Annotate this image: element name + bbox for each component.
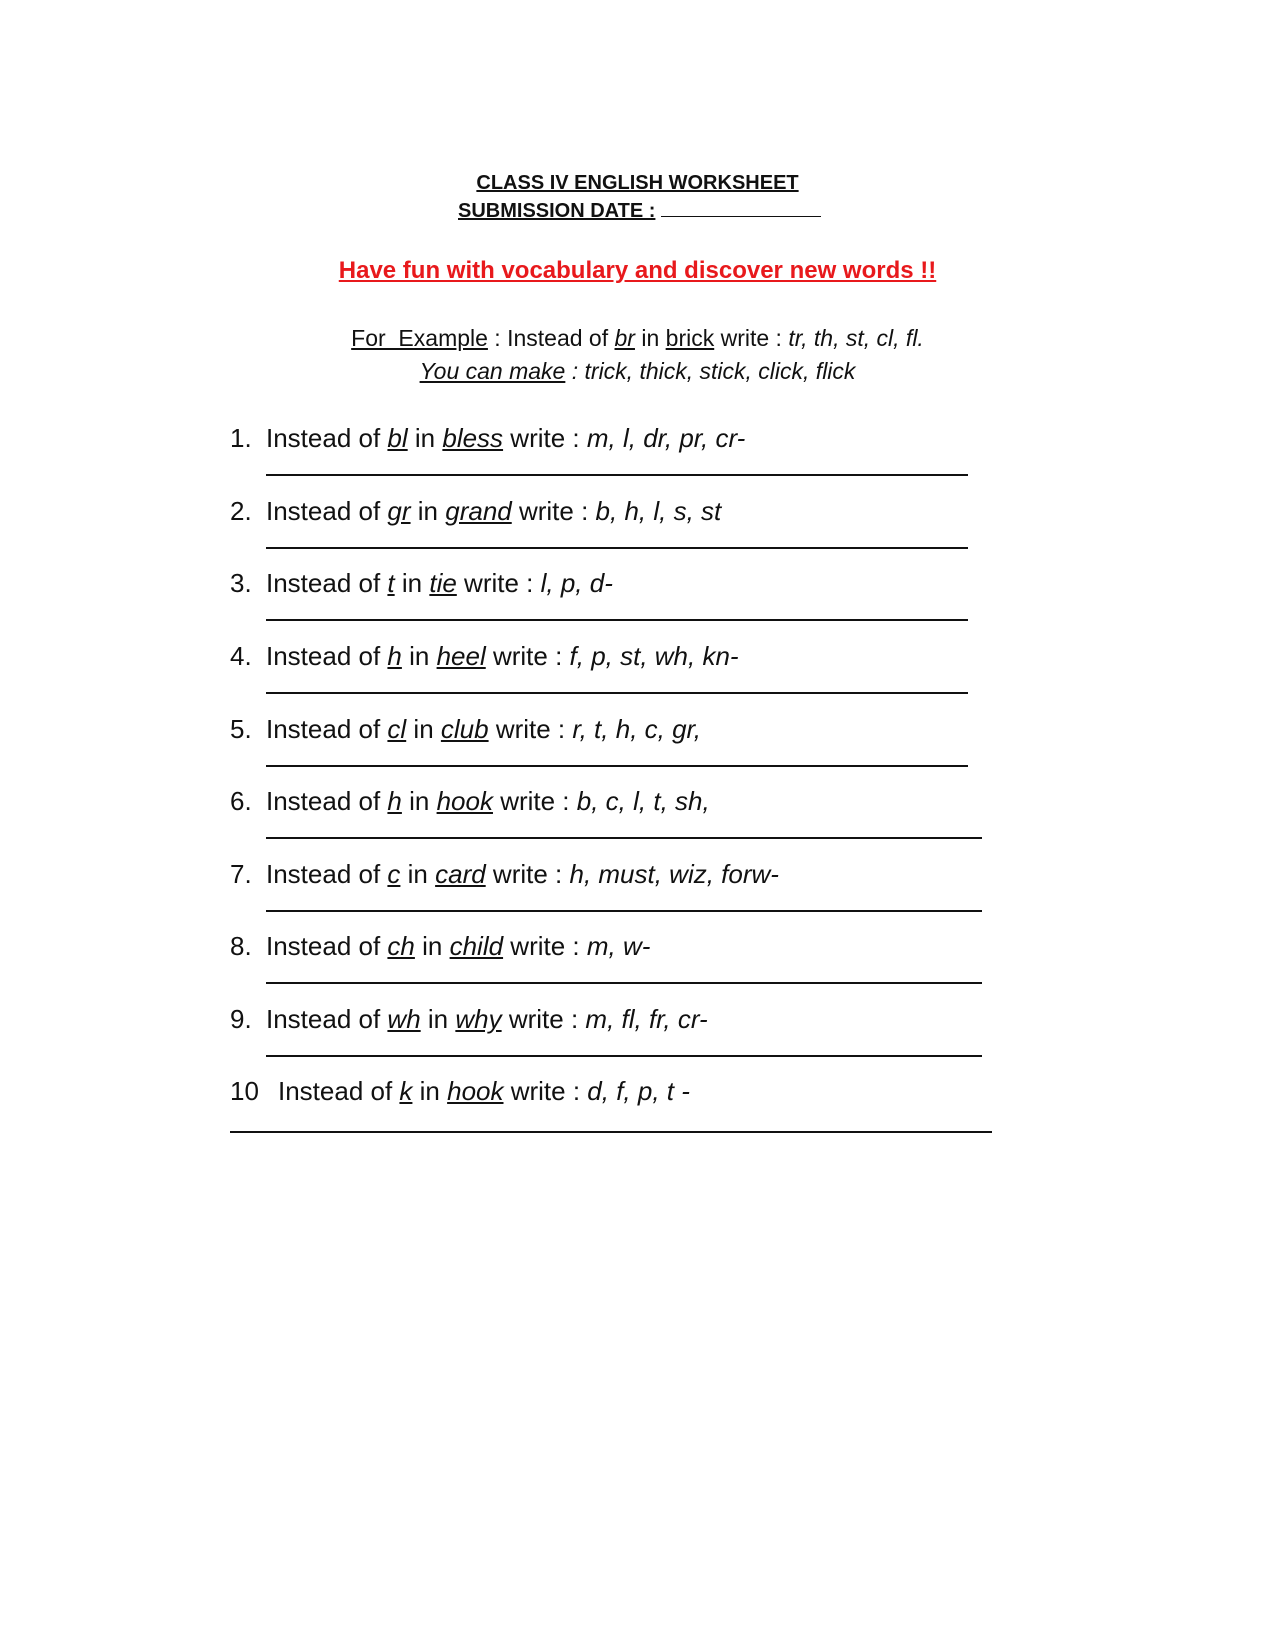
question-number: 7. <box>230 859 252 889</box>
question-sound: gr <box>387 496 411 526</box>
example-make-words: : trick, thick, stick, click, flick <box>565 358 856 384</box>
question-sound: cl <box>387 714 407 744</box>
answer-line[interactable] <box>266 837 982 839</box>
answer-line[interactable] <box>266 619 968 621</box>
question-sound: c <box>387 859 401 889</box>
question-word: heel <box>436 641 486 671</box>
answer-line[interactable] <box>266 474 968 476</box>
question-item: 9. Instead of wh in why write : m, fl, fr, cr- <box>230 1004 708 1034</box>
question-number: 3. <box>230 568 252 598</box>
example-line-1: For Example : Instead of br in brick write : tr, th, st, cl, fl. <box>351 325 924 351</box>
question-word: child <box>449 931 504 961</box>
answer-line[interactable] <box>266 1055 982 1057</box>
question-item: 10 Instead of k in hook write : d, f, p, t - <box>230 1076 690 1106</box>
question-letters: h, must, wiz, forw- <box>569 859 779 889</box>
question-item: 2. Instead of gr in grand write : b, h, l, s, st <box>230 496 722 526</box>
answer-line[interactable] <box>266 692 968 694</box>
question-number: 4. <box>230 641 252 671</box>
question-sound: k <box>399 1076 413 1106</box>
answer-line[interactable] <box>266 765 968 767</box>
question-item: 7. Instead of c in card write : h, must, wiz, forw- <box>230 859 779 889</box>
question-item: 8. Instead of ch in child write : m, w- <box>230 931 651 961</box>
example-lead: For Example <box>351 325 488 351</box>
question-word: card <box>435 859 486 889</box>
question-letters: f, p, st, wh, kn- <box>569 641 739 671</box>
question-item: 5. Instead of cl in club write : r, t, h, c, gr, <box>230 714 701 744</box>
question-word: grand <box>445 496 512 526</box>
question-word: hook <box>436 786 493 816</box>
question-word: tie <box>429 568 457 598</box>
question-sound: bl <box>387 423 408 453</box>
answer-line[interactable] <box>266 547 968 549</box>
submission-date <box>458 200 821 223</box>
example-word: brick <box>665 325 715 351</box>
question-sound: t <box>387 568 395 598</box>
question-letters: b, h, l, s, st <box>595 496 722 526</box>
question-letters: m, w- <box>586 931 651 961</box>
question-number: 8. <box>230 931 252 961</box>
question-sound: wh <box>387 1004 421 1034</box>
question-item: 1. Instead of bl in bless write : m, l, dr, pr, cr- <box>230 423 746 453</box>
example-letters: tr, th, st, cl, fl. <box>788 325 924 351</box>
question-sound: ch <box>387 931 415 961</box>
answer-line[interactable] <box>266 910 982 912</box>
example-line-2 <box>0 358 1275 385</box>
worksheet-title: CLASS IV ENGLISH WORKSHEET <box>476 172 799 194</box>
question-number: 9. <box>230 1004 252 1034</box>
example-make-label: You can make <box>419 358 566 384</box>
question-word: club <box>440 714 489 744</box>
question-word: bless <box>442 423 504 453</box>
tagline: Have fun with vocabulary and discover new words !! <box>338 257 937 284</box>
answer-line[interactable] <box>230 1131 992 1133</box>
question-letters: d, f, p, t - <box>587 1076 690 1106</box>
question-word: hook <box>447 1076 504 1106</box>
question-letters: r, t, h, c, gr, <box>572 714 701 744</box>
question-letters: m, l, dr, pr, cr- <box>586 423 746 453</box>
answer-line[interactable] <box>266 982 982 984</box>
question-number: 6. <box>230 786 252 816</box>
question-sound: h <box>387 786 402 816</box>
question-letters: m, fl, fr, cr- <box>585 1004 708 1034</box>
question-item: 3. Instead of t in tie write : l, p, d- <box>230 568 613 598</box>
question-letters: b, c, l, t, sh, <box>576 786 710 816</box>
question-sound: h <box>387 641 402 671</box>
question-letters: l, p, d- <box>540 568 613 598</box>
submission-date-blank[interactable] <box>661 215 821 217</box>
question-item: 4. Instead of h in heel write : f, p, st, wh, kn- <box>230 641 739 671</box>
question-number: 10 <box>230 1076 259 1106</box>
question-number: 2. <box>230 496 252 526</box>
submission-date-label: SUBMISSION DATE : <box>458 200 656 222</box>
example-sound: br <box>614 325 635 351</box>
question-item: 6. Instead of h in hook write : b, c, l, t, sh, <box>230 786 710 816</box>
question-number: 1. <box>230 423 252 453</box>
question-number: 5. <box>230 714 252 744</box>
question-word: why <box>455 1004 502 1034</box>
